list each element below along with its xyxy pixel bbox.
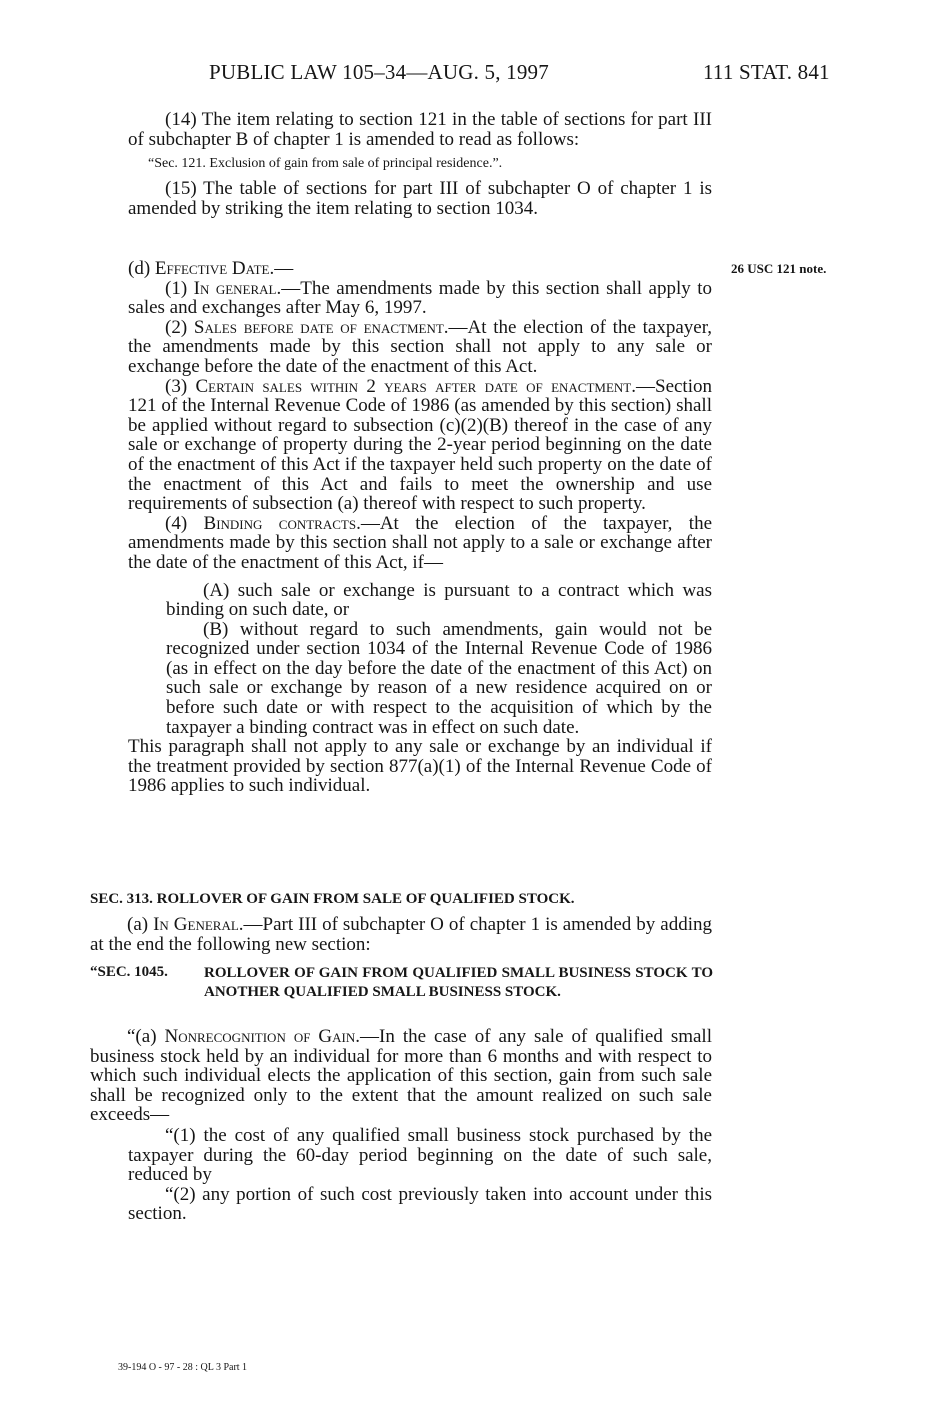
subsection-d-heading: (d) Effective Date.— bbox=[128, 258, 294, 279]
section-1045-label: “SEC. 1045. bbox=[90, 964, 168, 980]
paragraph-2: (2) Sales before date of enactment.—At the election of the taxpayer, the amendments made by this section shall not apply to any sale or exchange before the date of the enactment of this Act. bbox=[128, 316, 713, 377]
paragraph-14: (14) The item relating to section 121 in the table of sections for part III of subchapter B of chapter 1 is amended to read as follows: bbox=[128, 109, 712, 150]
quoted-paragraph-1: “(1) the cost of any qualified small business stock purchased by the taxpayer during the 60-day period beginning on the date of such sale, reduced by bbox=[128, 1125, 712, 1186]
subsection-qa: “(a) Nonrecognition of Gain.—In the case of any sale of qualified small business stock held by an individual for more than 6 months and with respect to which such individual elects the application of this section, gain from such sale shall be recognized only to the extent that the amount realized on such sale exceeds— bbox=[90, 1026, 712, 1126]
effective-date-block bbox=[128, 259, 712, 796]
subsection-a: (a) In General.—Part III of subchapter O of chapter 1 is amended by adding at the end the following new section: bbox=[90, 914, 712, 955]
quoted-paragraph-2: “(2) any portion of such cost previously taken into account under this section. bbox=[128, 1183, 712, 1225]
subsection-a-block bbox=[90, 915, 712, 954]
paragraph-4-tail: This paragraph shall not apply to any sale or exchange by an individual if the treatment provided by section 877(a)(1) of the Internal Revenue Code of 1986 applies to such individual. bbox=[128, 736, 712, 797]
quoted-section-item: “Sec. 121. Exclusion of gain from sale of principal residence.”. bbox=[148, 156, 503, 172]
paragraph-4: (4) Binding contracts.—At the election of the taxpayer, the amendments made by this section shall not apply to a sale or exchange after the date of the enactment of this Act, if— bbox=[128, 512, 713, 573]
subparagraph-B: (B) without regard to such amendments, gain would not be recognized under section 1034 of the Internal Revenue Code of 1986 (as in effect on the day before the date of the enactment of this Act) on such sale or exchange by reason of a new residence acquired on or before such date or with respect to the acquisition of which by the taxpayer a binding contract was in effect on such date. bbox=[166, 618, 712, 738]
section-313-heading: SEC. 313. ROLLOVER OF GAIN FROM SALE OF QUALIFIED STOCK. bbox=[90, 891, 575, 907]
nonrecognition-block bbox=[90, 1027, 712, 1125]
margin-note: 26 USC 121 note. bbox=[731, 261, 827, 276]
section-1045-title: ROLLOVER OF GAIN FROM QUALIFIED SMALL BUSINESS STOCK TO ANOTHER QUALIFIED SMALL BUSINESS STOCK. bbox=[204, 965, 713, 1000]
subparagraph-A: (A) such sale or exchange is pursuant to a contract which was binding on such date, or bbox=[166, 579, 712, 621]
paragraph-15: (15) The table of sections for part III of subchapter O of chapter 1 is amended by striking the item relating to section 1034. bbox=[128, 178, 712, 219]
paragraph-3: (3) Certain sales within 2 years after date of enactment.—Section 121 of the Internal Revenue Code of 1986 (as amended by this section) shall be applied without regard to subsection (c)(2)(B) thereof in the case of any sale or exchange of property during the 2-year period beginning on the date of the enactment of this Act if the taxpayer held such property on the date of the enactment of this Act and fails to meet the ownership and use requirements of subsection (a) thereof with respect to such property. bbox=[128, 375, 712, 515]
nonrecognition-items bbox=[128, 1126, 712, 1224]
amendment-block-14-15 bbox=[128, 110, 712, 218]
paragraph-1: (1) In general.—The amendments made by this section shall apply to sales and exchanges after May 6, 1997. bbox=[128, 277, 713, 319]
print-footer: 39-194 O - 97 - 28 : QL 3 Part 1 bbox=[118, 1362, 248, 1373]
running-header-right: 111 STAT. 841 bbox=[703, 60, 830, 84]
running-header-left: PUBLIC LAW 105–34—AUG. 5, 1997 bbox=[209, 60, 549, 84]
